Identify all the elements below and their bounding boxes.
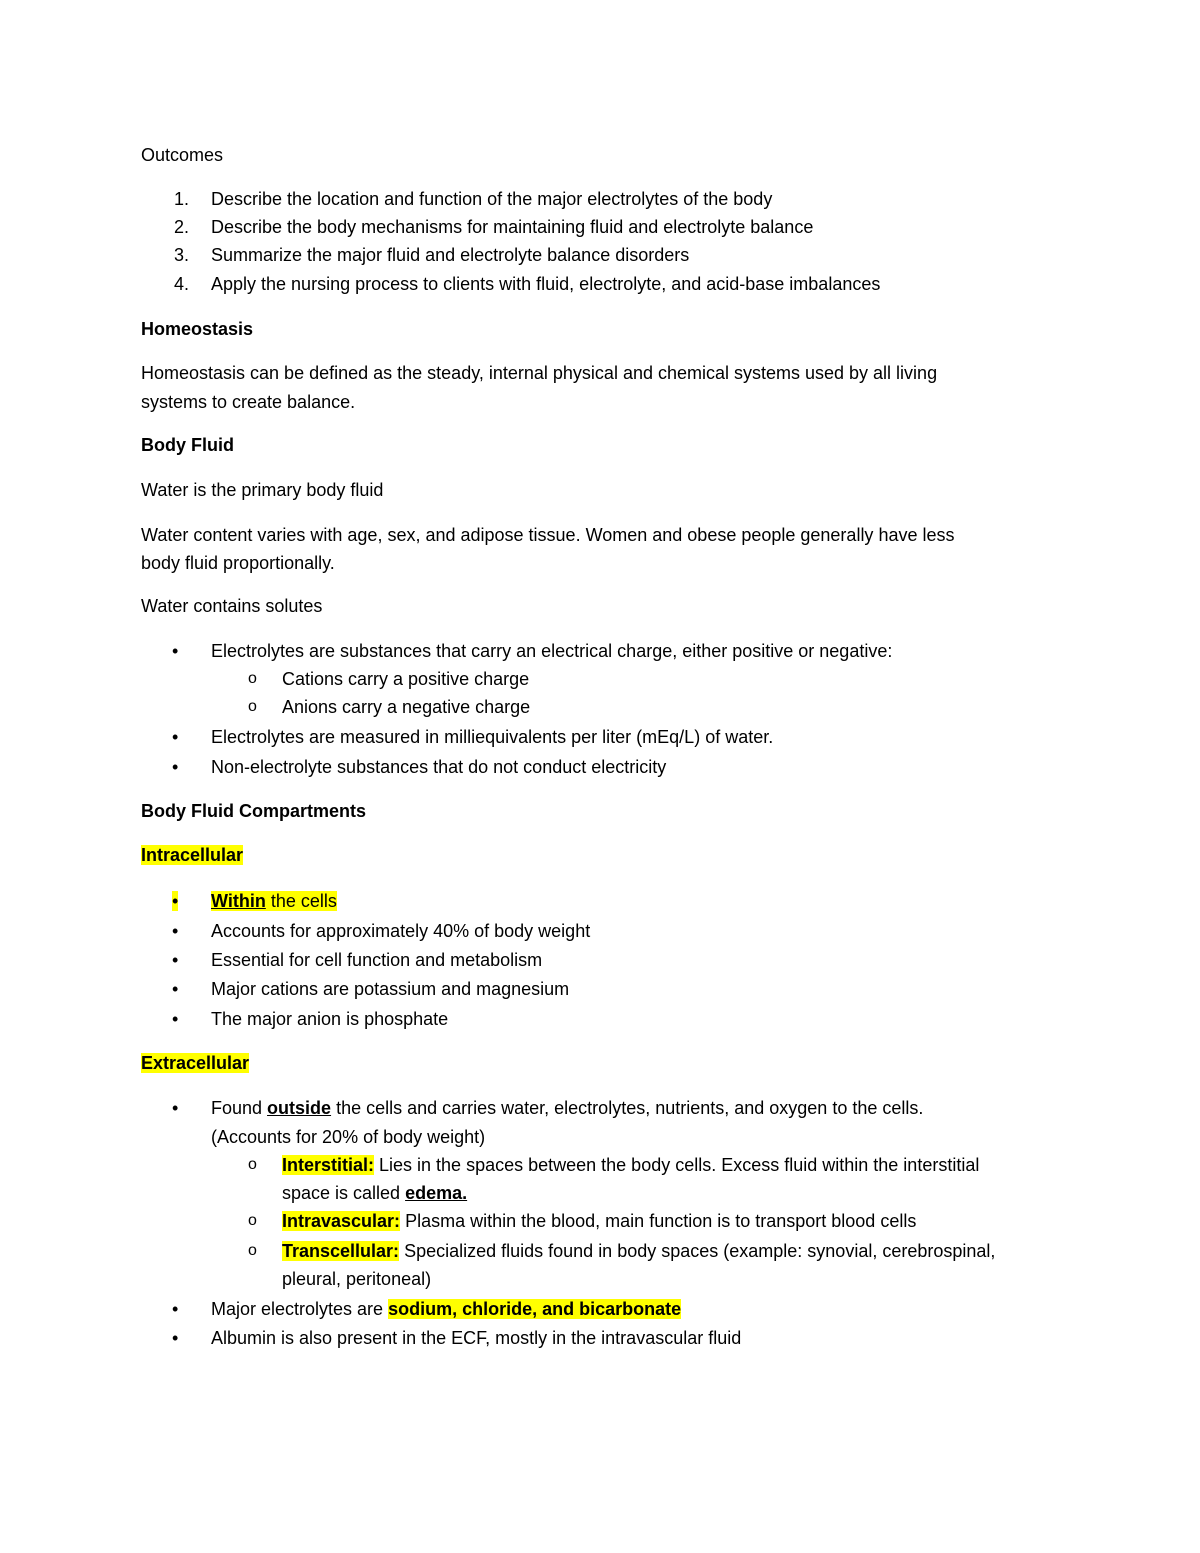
sub-list-item: Transcellular: Specialized fluids found in body spaces (example: synovial, cerebrospinal,: [282, 1241, 996, 1261]
outcome-item: Describe the body mechanisms for maintaining fluid and electrolyte balance: [211, 217, 814, 237]
sub-bullet-icon: o: [248, 1242, 257, 1259]
body-fluid-paragraph: Water contains solutes: [141, 596, 323, 616]
highlighted-electrolytes: sodium, chloride, and bicarbonate: [388, 1299, 682, 1319]
keyword-edema: edema.: [405, 1183, 468, 1203]
bullet-icon: •: [172, 1328, 179, 1348]
bullet-icon: •: [172, 1009, 179, 1029]
outcome-item: Describe the location and function of the major electrolytes of the body: [211, 189, 773, 209]
bullet-icon: •: [172, 641, 179, 661]
keyword-outside: outside: [267, 1098, 332, 1118]
list-item: Major electrolytes are sodium, chloride, and bicarbonate: [211, 1299, 682, 1319]
intracellular-heading-text: Intracellular: [141, 845, 244, 865]
list-item: Albumin is also present in the ECF, mostly in the intravascular fluid: [211, 1328, 742, 1348]
sub-bullet-icon: o: [248, 670, 257, 687]
sub-list-item: Interstitial: Lies in the spaces between the body cells. Excess fluid within the interstitial: [282, 1155, 980, 1175]
bullet-icon: •: [172, 891, 179, 911]
sub-bullet-icon: o: [248, 1156, 257, 1173]
outcome-number: 4.: [174, 274, 190, 294]
sub-list-item-continuation: space is called edema.: [282, 1183, 468, 1203]
sub-bullet-icon: o: [248, 1212, 257, 1229]
list-item: Found outside the cells and carries water, electrolytes, nutrients, and oxygen to the cells.: [211, 1098, 924, 1118]
sub-bullet-icon: o: [248, 698, 257, 715]
sub-list-item: Cations carry a positive charge: [282, 669, 530, 689]
list-item: Electrolytes are measured in milliequivalents per liter (mEq/L) of water.: [211, 727, 774, 747]
keyword-within: Within: [211, 891, 266, 911]
outcome-item: Apply the nursing process to clients with fluid, electrolyte, and acid-base imbalances: [211, 274, 881, 294]
sub-list-item-continuation: pleural, peritoneal): [282, 1269, 432, 1289]
intracellular-heading: [141, 842, 243, 868]
extracellular-heading: [141, 1050, 249, 1076]
list-item: Electrolytes are substances that carry an electrical charge, either positive or negative:: [211, 641, 893, 661]
sub-list-item: Intravascular: Plasma within the blood, main function is to transport blood cells: [282, 1211, 917, 1231]
outcome-item: Summarize the major fluid and electrolyte balance disorders: [211, 245, 690, 265]
bullet-icon: •: [172, 727, 179, 747]
body-fluid-paragraph-line: Water content varies with age, sex, and adipose tissue. Women and obese people generally have less: [141, 525, 955, 545]
body-fluid-paragraph: Water is the primary body fluid: [141, 480, 384, 500]
outcomes-heading: Outcomes: [141, 145, 224, 165]
list-item-continuation: (Accounts for 20% of body weight): [211, 1127, 486, 1147]
term-intravascular: Intravascular:: [282, 1211, 401, 1231]
outcome-number: 1.: [174, 189, 190, 209]
outcome-number: 3.: [174, 245, 190, 265]
bullet-icon: •: [172, 950, 179, 970]
homeostasis-paragraph-line: Homeostasis can be defined as the steady, internal physical and chemical systems used by all living: [141, 363, 938, 383]
list-item: Essential for cell function and metabolism: [211, 950, 543, 970]
bullet-icon: •: [172, 921, 179, 941]
sub-list-item: Anions carry a negative charge: [282, 697, 531, 717]
bullet-icon: •: [172, 1098, 179, 1118]
body-fluid-paragraph-line: body fluid proportionally.: [141, 553, 335, 573]
bullet-icon: •: [172, 757, 179, 777]
list-item: The major anion is phosphate: [211, 1009, 449, 1029]
bullet-icon: •: [172, 979, 179, 999]
extracellular-heading-text: Extracellular: [141, 1053, 250, 1073]
list-item: Non-electrolyte substances that do not conduct electricity: [211, 757, 667, 777]
list-item: Major cations are potassium and magnesium: [211, 979, 570, 999]
bullet-icon: •: [172, 1299, 179, 1319]
list-item: Accounts for approximately 40% of body weight: [211, 921, 591, 941]
body-fluid-heading: Body Fluid: [141, 435, 234, 455]
outcome-number: 2.: [174, 217, 190, 237]
list-item: Within the cells: [211, 891, 337, 911]
term-interstitial: Interstitial:: [282, 1155, 375, 1175]
homeostasis-paragraph-line: systems to create balance.: [141, 392, 356, 412]
compartments-heading: Body Fluid Compartments: [141, 801, 367, 821]
homeostasis-heading: Homeostasis: [141, 319, 254, 339]
term-transcellular: Transcellular:: [282, 1241, 400, 1261]
